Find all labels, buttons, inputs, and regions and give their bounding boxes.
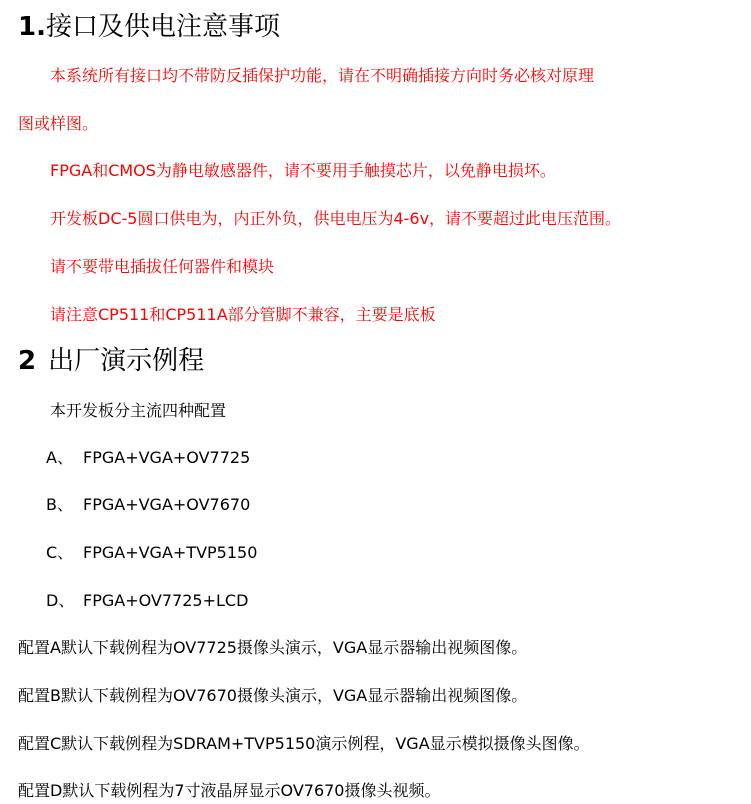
section1-paragraph-3: 开发板DC-5圆口供电为，内正外负，供电电压为4-6v，请不要超过此电压范围。	[50, 209, 622, 228]
option-letter: A、	[46, 448, 73, 467]
option-d	[46, 590, 249, 612]
section1-paragraph-1-line-2: 图或样图。	[18, 114, 99, 133]
section1-heading	[18, 10, 280, 44]
option-letter: B、	[46, 495, 73, 514]
option-b	[46, 494, 251, 516]
config-b-description: 配置B默认下载例程为OV7670摄像头演示，VGA显示器输出视频图像。	[18, 686, 528, 705]
option-text: FPGA+OV7725+LCD	[83, 591, 249, 610]
option-c	[46, 542, 258, 564]
section1-paragraph-2: FPGA和CMOS为静电敏感器件，请不要用手触摸芯片，以免静电损坏。	[50, 161, 556, 180]
section2-heading	[18, 344, 204, 378]
config-a-description: 配置A默认下载例程为OV7725摄像头演示，VGA显示器输出视频图像。	[18, 638, 528, 657]
option-a	[46, 447, 251, 469]
section2-intro: 本开发板分主流四种配置	[50, 401, 227, 420]
option-letter: D、	[46, 591, 75, 610]
option-letter: C、	[46, 543, 74, 562]
option-text: FPGA+VGA+OV7725	[83, 448, 251, 467]
option-text: FPGA+VGA+TVP5150	[83, 543, 258, 562]
section1-paragraph-1-line-1: 本系统所有接口均不带防反插保护功能，请在不明确插接方向时务必核对原理	[50, 66, 595, 85]
section1-title: 接口及供电注意事项	[45, 12, 280, 42]
section1-paragraph-5: 请注意CP511和CP511A部分管脚不兼容，主要是底板	[50, 305, 436, 324]
config-c-description: 配置C默认下载例程为SDRAM+TVP5150演示例程，VGA显示模拟摄像头图像。	[18, 734, 590, 753]
section2-number: 2	[18, 346, 37, 376]
section2-title: 出厂演示例程	[48, 346, 205, 376]
section1-number: 1.	[18, 12, 46, 42]
option-text: FPGA+VGA+OV7670	[83, 495, 251, 514]
section1-paragraph-4: 请不要带电插拔任何器件和模块	[50, 257, 275, 276]
config-d-description: 配置D默认下载例程为7寸液晶屏显示OV7670摄像头视频。	[18, 781, 441, 800]
